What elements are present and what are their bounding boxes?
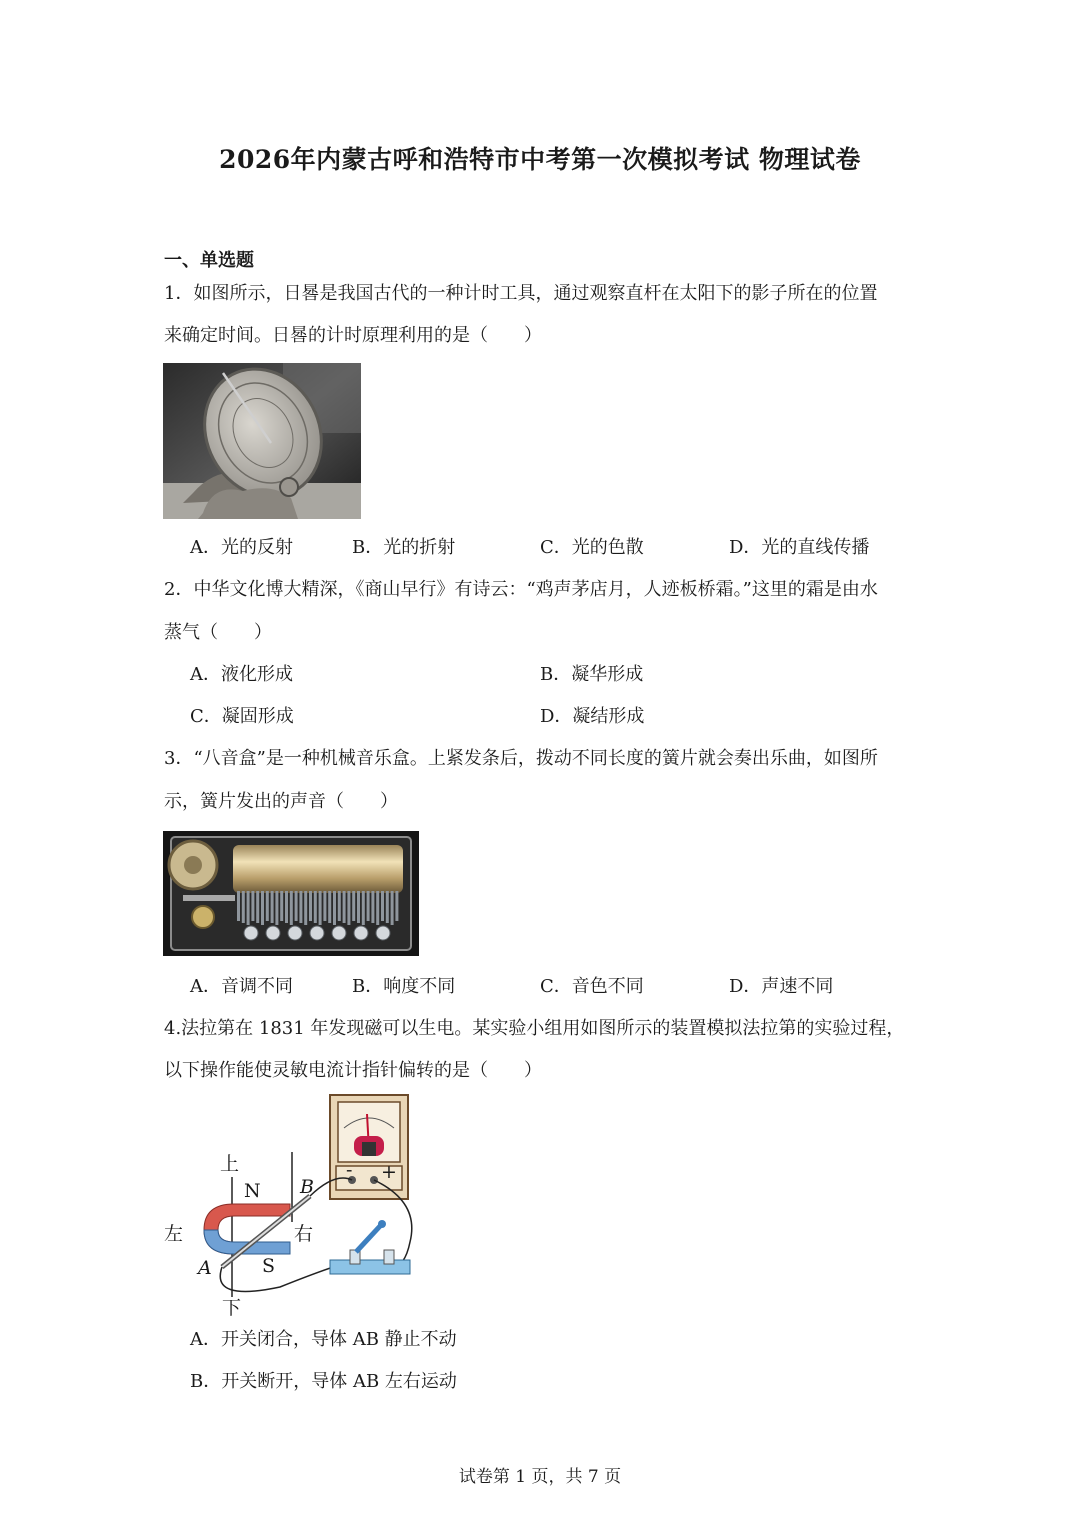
- q4-option-a[interactable]: A．开关闭合，导体 AB 静止不动: [190, 1329, 457, 1350]
- section-heading: 一、单选题: [164, 250, 254, 271]
- q3-option-b[interactable]: B．响度不同: [352, 976, 456, 997]
- q2-option-b[interactable]: B．凝华形成: [540, 664, 644, 685]
- q2-option-d[interactable]: D．凝结形成: [540, 706, 645, 727]
- label-down: 下: [222, 1297, 242, 1319]
- label-s: S: [262, 1255, 276, 1277]
- faraday-experiment-diagram: [160, 1092, 420, 1320]
- q1-option-a[interactable]: A．光的反射: [190, 537, 293, 558]
- label-a: A: [198, 1257, 212, 1279]
- q2-stem-line2: 蒸气（ ）: [164, 622, 272, 643]
- q3-option-d[interactable]: D．声速不同: [729, 976, 834, 997]
- galvanometer-minus-label: -: [346, 1159, 353, 1181]
- galvanometer: [330, 1095, 408, 1199]
- galvanometer-plus-label: +: [381, 1161, 397, 1183]
- page-footer: 试卷第 1 页，共 7 页: [458, 1467, 622, 1487]
- q3-stem-line1: 3．“八音盒”是一种机械音乐盒。上紧发条后，拨动不同长度的簧片就会奏出乐曲，如图所: [164, 748, 878, 769]
- q1-stem-line2: 来确定时间。日晷的计时原理利用的是（ ）: [164, 325, 542, 346]
- q3-stem-line2: 示，簧片发出的声音（ ）: [164, 791, 398, 812]
- label-n: N: [244, 1180, 261, 1202]
- q3-option-a[interactable]: A．音调不同: [190, 976, 293, 997]
- q1-option-d[interactable]: D．光的直线传播: [729, 537, 870, 558]
- q3-option-c[interactable]: C．音色不同: [540, 976, 644, 997]
- music-box-image: [163, 831, 419, 956]
- q4-stem-line2: 以下操作能使灵敏电流计指针偏转的是（ ）: [164, 1060, 542, 1081]
- q1-stem-line1: 1．如图所示，日晷是我国古代的一种计时工具，通过观察直杆在太阳下的影子所在的位置: [164, 283, 878, 304]
- q1-option-b[interactable]: B．光的折射: [352, 537, 456, 558]
- page-title: 2026年内蒙古呼和浩特市中考第一次模拟考试 物理试卷: [219, 145, 861, 174]
- sundial-image: [163, 363, 361, 519]
- label-right: 右: [294, 1223, 314, 1245]
- q2-stem-line1: 2．中华文化博大精深，《商山早行》有诗云：“鸡声茅店月，人迹板桥霜。”这里的霜是由水: [164, 579, 878, 600]
- label-left: 左: [164, 1223, 184, 1245]
- q2-option-c[interactable]: C．凝固形成: [190, 706, 294, 727]
- q4-option-b[interactable]: B．开关断开，导体 AB 左右运动: [190, 1371, 457, 1392]
- q1-option-c[interactable]: C．光的色散: [540, 537, 644, 558]
- q4-stem-line1: 4.法拉第在 1831 年发现磁可以生电。某实验小组用如图所示的装置模拟法拉第的实验过程，: [164, 1018, 905, 1039]
- label-b: B: [300, 1176, 314, 1198]
- q2-option-a[interactable]: A．液化形成: [190, 664, 293, 685]
- label-up: 上: [220, 1153, 240, 1175]
- switch: [330, 1220, 410, 1274]
